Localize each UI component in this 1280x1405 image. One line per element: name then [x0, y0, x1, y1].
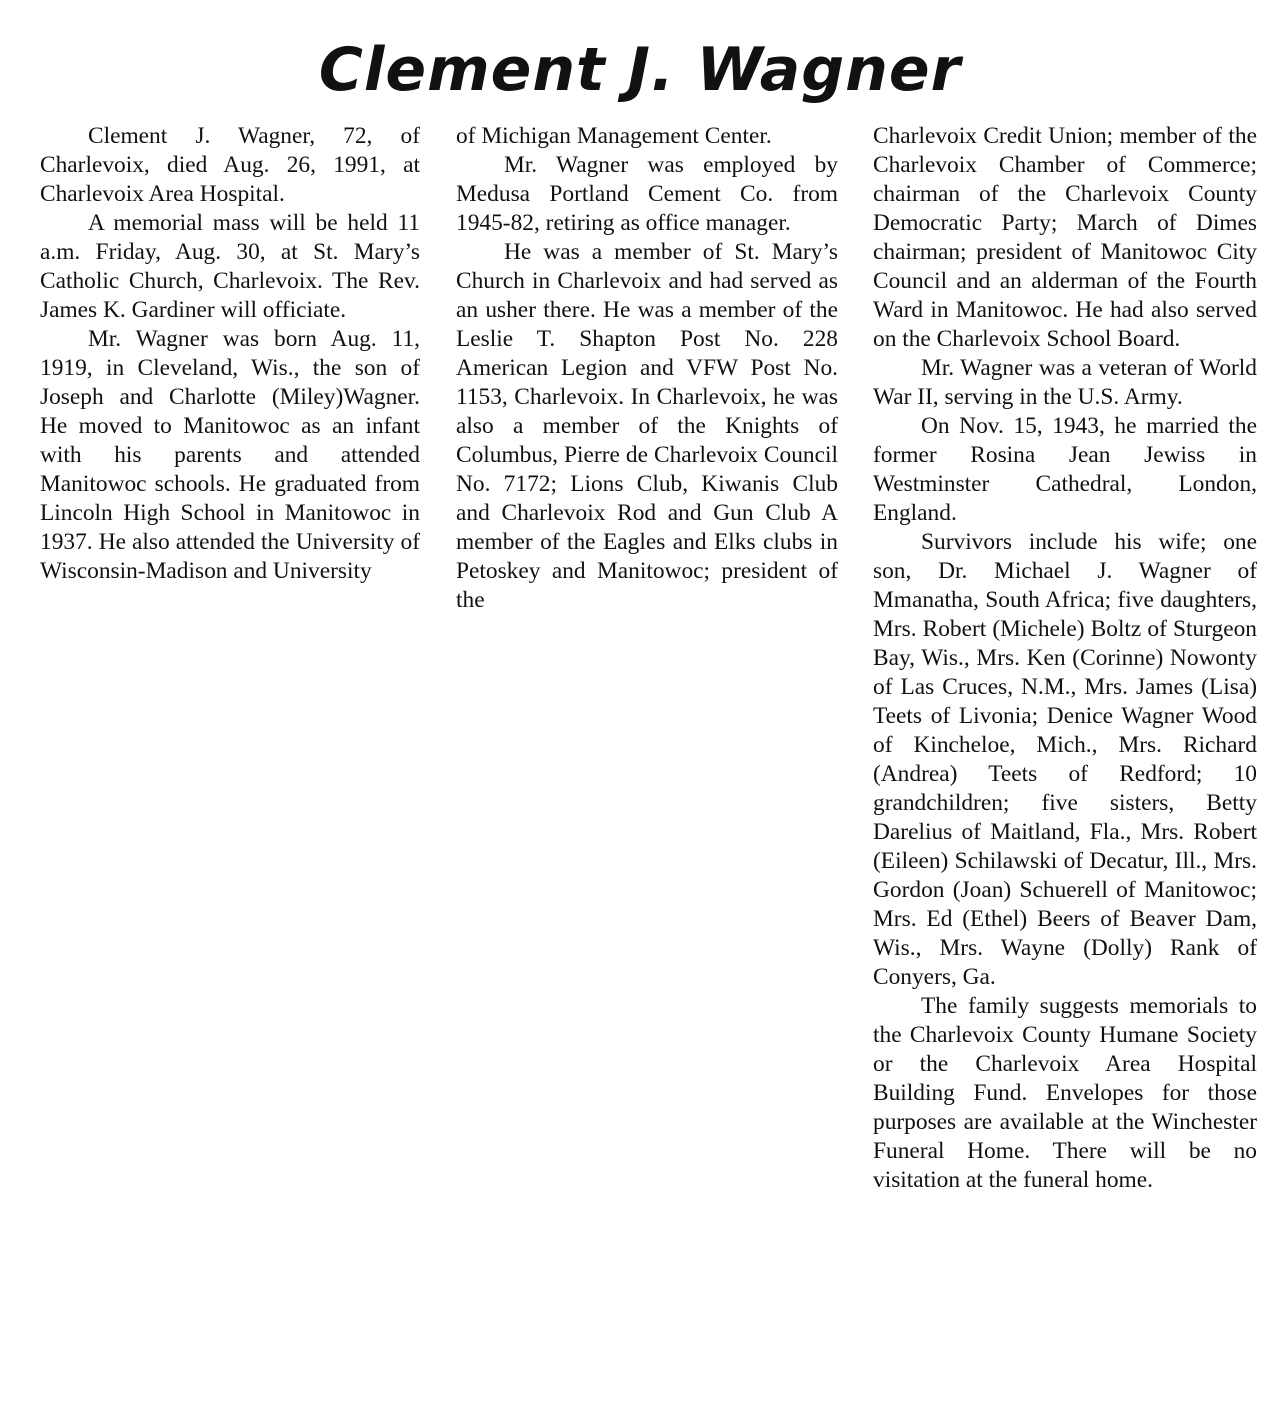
paragraph-survivors: Survivors include his wife; one son, Dr. Michael J. Wagner of Mmanatha, South Africa; five daughters, Mrs. Robert (Michele) Boltz of Sturgeon Bay, Wis., Mrs. Ken (Corinne) Nowonty of Las Cruces, N.M., Mrs. James (Lisa) Teets of Livonia; Denice Wagner Wood of Kincheloe, Mich., Mrs. Richard (Andrea) Teets of Redford; 10 grandchildren; five sisters, Betty Darelius of Maitland, Fla., Mrs. Robert (Eileen) Schilawski of Decatur, Ill., Mrs. Gordon (Joan) Schuerell of Manitowoc; Mrs. Ed (Ethel) Beers of Beaver Dam, Wis., Mrs. Wayne (Dolly) Rank of Conyers, Ga.: [873, 529, 1257, 990]
paragraph-memorials: The family suggests memorials to the Charlevoix County Humane Society or the Charlevoix Area Hospital Building Fund. Envelopes for those purposes are available at the Winchester Funeral Home. There will be no visitation at the funeral home.: [873, 993, 1257, 1193]
column-3: [873, 122, 1257, 1195]
column-1: [40, 122, 420, 586]
paragraph-memberships: He was a member of St. Mary’s Church in Charlevoix and had served as an usher there. He was a member of the Leslie T. Shapton Post No. 228 American Legion and VFW Post No. 1153, Charlevoix. In Charlevoix, he was also a member of the Knights of Columbus, Pierre de Charlevoix Council No. 7172; Lions Club, Kiwanis Club and Charlevoix Rod and Gun Club A member of the Eagles and Elks clubs in Petoskey and Manitowoc; president of the: [456, 239, 838, 613]
paragraph-memberships-continued: Charlevoix Credit Union; member of the Charlevoix Chamber of Commerce; chairman of the Charlevoix County Democratic Party; March of Dimes chairman; president of Manitowoc City Council and an alderman of the Fourth Ward in Manitowoc. He had also served on the Charlevoix School Board.: [873, 123, 1257, 352]
paragraph-early-life: Mr. Wagner was born Aug. 11, 1919, in Cleveland, Wis., the son of Joseph and Charlotte (Miley)Wagner. He moved to Manitowoc as an infant with his parents and attended Manitowoc schools. He graduated from Lincoln High School in Manitowoc in 1937. He also attended the University of Wisconsin-Madison and University: [40, 326, 420, 584]
paragraph-employment: Mr. Wagner was employed by Medusa Portland Cement Co. from 1945-82, retiring as office manager.: [456, 152, 838, 236]
obituary-headline: Clement J. Wagner: [318, 35, 962, 105]
paragraph-memorial-mass: A memorial mass will be held 11 a.m. Friday, Aug. 30, at St. Mary’s Catholic Church, Charlevoix. The Rev. James K. Gardiner will officiate.: [40, 210, 420, 323]
paragraph-continued: of Michigan Management Center.: [456, 123, 772, 149]
paragraph-marriage: On Nov. 15, 1943, he married the former Rosina Jean Jewiss in Westminster Cathedral, London, England.: [873, 413, 1257, 526]
paragraph-death-notice: Clement J. Wagner, 72, of Charlevoix, died Aug. 26, 1991, at Charlevoix Area Hospital.: [40, 123, 420, 207]
paragraph-military-service: Mr. Wagner was a veteran of World War II, serving in the U.S. Army.: [873, 355, 1257, 410]
column-2: [456, 122, 838, 615]
